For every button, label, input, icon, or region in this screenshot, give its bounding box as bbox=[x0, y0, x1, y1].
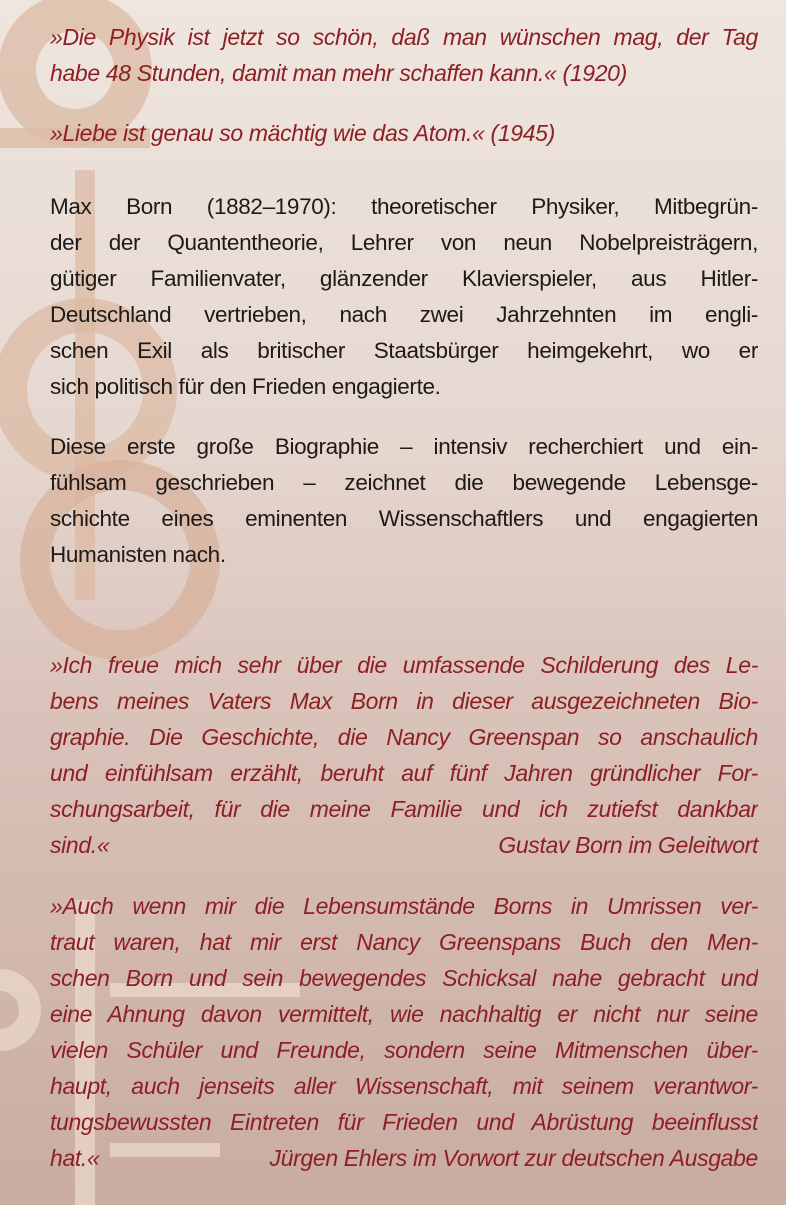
text-line: Deutschland vertrieben, nach zwei Jahrzehnten im engli- bbox=[50, 302, 758, 327]
quote-line: bens meines Vaters Max Born in dieser ausgezeichneten Bio- bbox=[50, 688, 758, 714]
quote-line: sind.« bbox=[50, 832, 110, 858]
quote-line: »Die Physik ist jetzt so schön, daß man wünschen mag, der Tag bbox=[50, 24, 758, 50]
text-line: der der Quantentheorie, Lehrer von neun Nobelpreisträgern, bbox=[50, 230, 758, 255]
quote-line: und einfühlsam erzählt, beruht auf fünf Jahren gründlicher For- bbox=[50, 760, 758, 786]
born-quote-1945 bbox=[50, 115, 758, 151]
quote-line: tungsbewussten Eintreten für Frieden und Abrüstung beeinflusst bbox=[50, 1109, 758, 1135]
quote-line: traut waren, hat mir erst Nancy Greenspans Buch den Men- bbox=[50, 929, 758, 955]
quote-line: »Liebe ist genau so mächtig wie das Atom.« (1945) bbox=[50, 120, 555, 146]
quote-line: schen Born und sein bewegendes Schicksal nahe gebracht und bbox=[50, 965, 758, 991]
quote-last-line bbox=[50, 827, 758, 863]
quote-line: »Ich freue mich sehr über die umfassende Schilderung des Le- bbox=[50, 652, 758, 678]
quote-line: schungsarbeit, für die meine Familie und ich zutiefst dankbar bbox=[50, 796, 758, 822]
text-line: schichte eines eminenten Wissenschaftlers und engagierten bbox=[50, 506, 758, 531]
text-line: Humanisten nach. bbox=[50, 542, 226, 567]
description-paragraph-2 bbox=[50, 429, 758, 573]
endorsement-juergen-ehlers bbox=[50, 888, 758, 1176]
text-line: schen Exil als britischer Staatsbürger heimgekehrt, wo er bbox=[50, 338, 758, 363]
quote-line: hat.« bbox=[50, 1145, 100, 1171]
quote-line: graphie. Die Geschichte, die Nancy Greenspan so anschaulich bbox=[50, 724, 758, 750]
attribution: Gustav Born im Geleitwort bbox=[498, 832, 758, 858]
born-quote-1920 bbox=[50, 19, 758, 91]
endorsement-gustav-born bbox=[50, 647, 758, 863]
quote-line: haupt, auch jenseits aller Wissenschaft, mit seinem verantwor- bbox=[50, 1073, 758, 1099]
quote-line: »Auch wenn mir die Lebensumstände Borns in Umrissen ver- bbox=[50, 893, 758, 919]
text-line: fühlsam geschrieben – zeichnet die bewegende Lebensge- bbox=[50, 470, 758, 495]
description-paragraph-1 bbox=[50, 189, 758, 405]
quote-line: habe 48 Stunden, damit man mehr schaffen kann.« (1920) bbox=[50, 60, 627, 86]
attribution: Jürgen Ehlers im Vorwort zur deutschen Ausgabe bbox=[269, 1145, 758, 1171]
text-line: gütiger Familienvater, glänzender Klavierspieler, aus Hitler- bbox=[50, 266, 758, 291]
text-line: Diese erste große Biographie – intensiv recherchiert und ein- bbox=[50, 434, 758, 459]
text-line: sich politisch für den Frieden engagierte. bbox=[50, 374, 441, 399]
quote-last-line bbox=[50, 1140, 758, 1176]
quote-line: eine Ahnung davon vermittelt, wie nachhaltig er nicht nur seine bbox=[50, 1001, 758, 1027]
quote-line: vielen Schüler und Freunde, sondern seine Mitmenschen über- bbox=[50, 1037, 758, 1063]
text-line: Max Born (1882–1970): theoretischer Physiker, Mitbegrün- bbox=[50, 194, 758, 219]
